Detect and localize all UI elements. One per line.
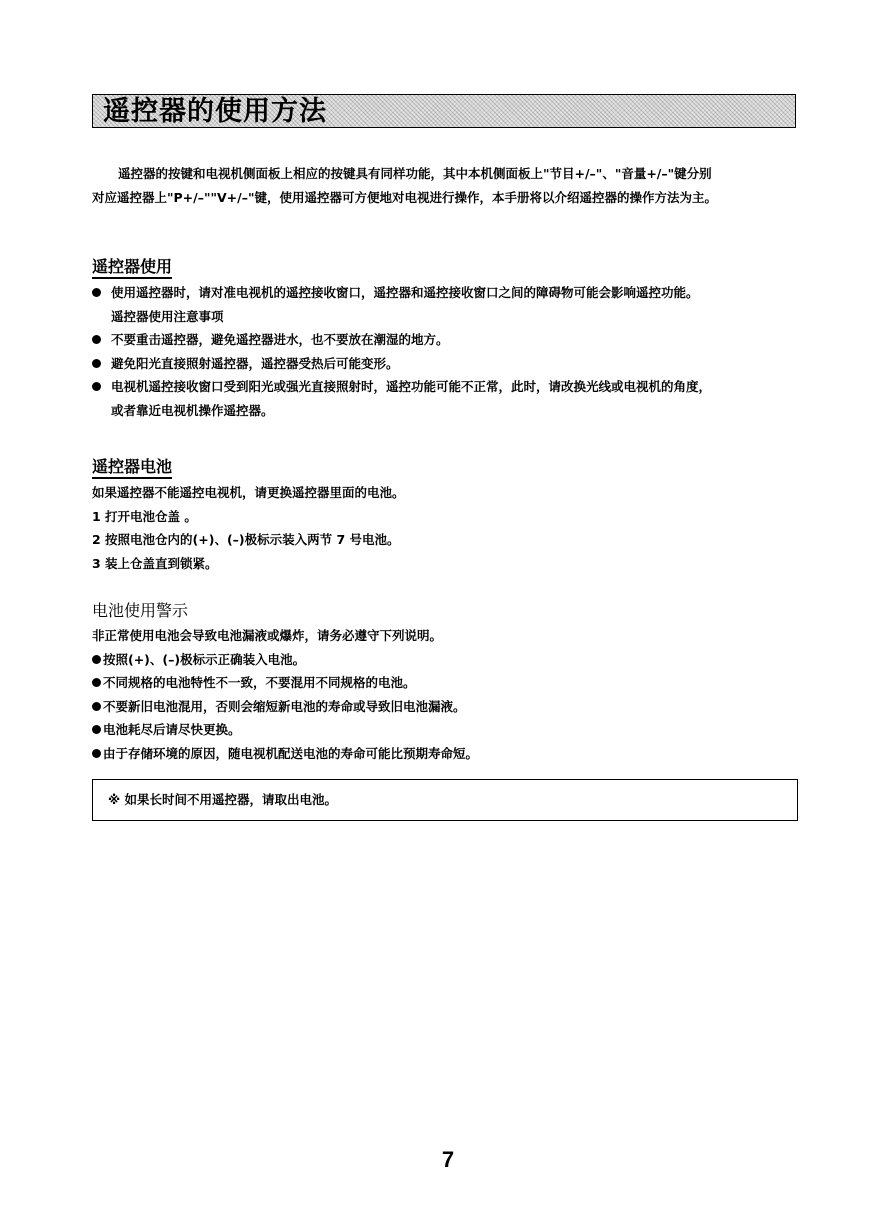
warning-item-3: 不要新旧电池混用，否则会缩短新电池的寿命或导致旧电池漏液。 (103, 698, 466, 714)
bullet-icon (92, 335, 101, 344)
warning-item-5: 由于存储环境的原因，随电视机配送电池的寿命可能比预期寿命短。 (103, 745, 479, 761)
warning-intro: 非正常使用电池会导致电池漏液或爆炸，请务必遵守下列说明。 (92, 628, 443, 643)
list-item (92, 671, 804, 695)
warning-item-1: 按照(+)、(–)极标示正确装入电池。 (103, 651, 306, 667)
battery-heading (92, 456, 172, 478)
bullet-icon (92, 678, 101, 687)
bullet-icon (92, 382, 101, 391)
bullet-icon (92, 725, 101, 734)
list-item-continuation (92, 399, 804, 423)
usage-item-2: 不要重击遥控器，避免遥控器进水，也不要放在潮湿的地方。 (111, 332, 449, 347)
battery-step-1: 1 打开电池仓盖 。 (92, 508, 197, 524)
battery-heading-text: 遥控器电池 (92, 457, 172, 479)
usage-item-4-line-2: 或者靠近电视机操作遥控器。 (111, 402, 274, 418)
usage-item-1-line-2: 遥控器使用注意事项 (111, 308, 224, 324)
warning-heading: 电池使用警示 (92, 601, 189, 620)
usage-item-1-line-1: 使用遥控器时，请对准电视机的遥控接收窗口，遥控器和遥控接收窗口之间的障碍物可能会影响遥控功能。 (111, 285, 699, 300)
usage-item-3: 避免阳光直接照射遥控器，遥控器受热后可能变形。 (111, 355, 399, 371)
usage-heading (92, 256, 172, 278)
list-item (92, 375, 804, 399)
usage-list (92, 281, 804, 422)
usage-heading-text: 遥控器使用 (92, 257, 172, 279)
warning-item-2: 不同规格的电池特性不一致，不要混用不同规格的电池。 (103, 675, 416, 690)
list-item-continuation (92, 305, 804, 329)
battery-intro: 如果遥控器不能遥控电视机，请更换遥控器里面的电池。 (92, 485, 405, 500)
note-text: ※ 如果长时间不用遥控器，请取出电池。 (108, 792, 338, 807)
bullet-icon (92, 288, 101, 297)
bullet-icon (92, 702, 101, 711)
intro-line-2: 对应遥控器上"P+/–""V+/–"键，使用遥控器可方便地对电视进行操作，本手册将以介绍遥控器的操作方法为主。 (92, 190, 717, 205)
bullet-icon (92, 749, 101, 758)
battery-step-3: 3 装上仓盖直到锁紧。 (92, 555, 218, 571)
intro-paragraph (92, 162, 800, 210)
note-box (92, 779, 798, 821)
battery-steps (92, 481, 804, 575)
bullet-icon (92, 359, 101, 368)
list-item (92, 328, 804, 352)
list-item (92, 718, 804, 742)
warning-list (92, 624, 804, 765)
list-item (92, 648, 804, 672)
page-title: 遥控器的使用方法 (103, 96, 327, 127)
bullet-icon (92, 655, 101, 664)
list-item (92, 352, 804, 376)
list-item (92, 281, 804, 305)
page-number: 7 (441, 1147, 455, 1172)
list-item (92, 742, 804, 766)
warning-item-4: 电池耗尽后请尽快更换。 (103, 722, 241, 737)
usage-item-4-line-1: 电视机遥控接收窗口受到阳光或强光直接照射时，遥控功能可能不正常，此时，请改换光线或电视机的角度， (111, 379, 712, 394)
intro-line-1: 遥控器的按键和电视机侧面板上相应的按键具有同样功能，其中本机侧面板上"节目+/–"、"音量+/–"键分别 (118, 166, 712, 181)
list-item (92, 695, 804, 719)
battery-step-2: 2 按照电池仓内的(+)、(–)极标示装入两节 7 号电池。 (92, 532, 400, 547)
title-banner (92, 94, 796, 128)
